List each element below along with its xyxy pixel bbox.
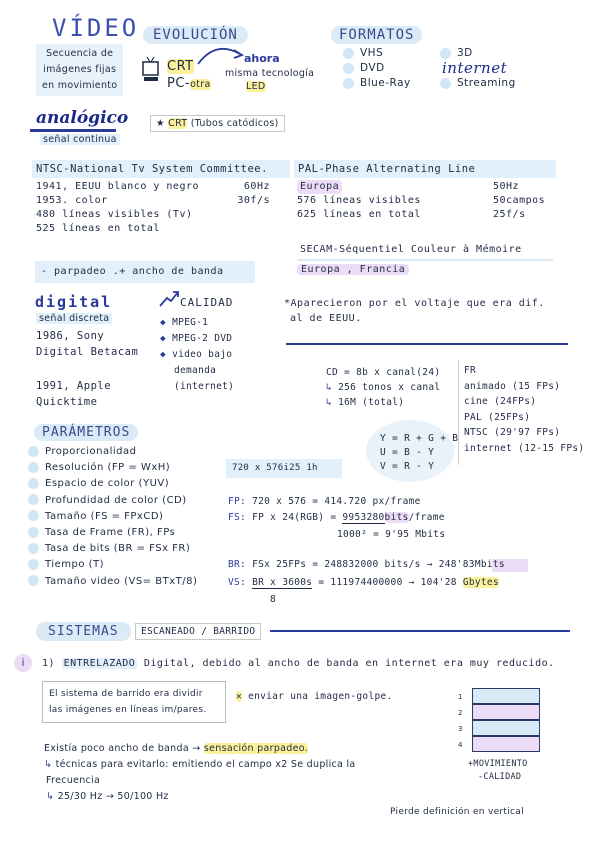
fs-formula (228, 511, 445, 524)
voltaje-line: *Aparecieron por el voltaje que era dif. (284, 298, 545, 309)
sistemas-divider (270, 630, 570, 632)
diamond-icon: ◆ (160, 317, 167, 328)
fs-division: 1000² = 9'95 Mbits (337, 529, 446, 540)
grid-row-even (472, 704, 540, 720)
barrido-line: las imágenes en líneas im/pares. (49, 705, 207, 715)
existia-text: Existía poco ancho de banda → (44, 743, 201, 754)
grid-notes (468, 758, 528, 784)
diamond-icon: ◆ (160, 349, 167, 360)
parametro-item: Resolución (FP = WxH) (28, 460, 197, 476)
trend-up-icon (158, 290, 180, 308)
formatos-title: FORMATOS (331, 26, 422, 44)
return-arrow-icon: ↳ (46, 791, 55, 802)
formatos-left-list (343, 46, 411, 91)
bullet-icon (28, 543, 39, 554)
voltaje-note (284, 296, 545, 326)
digital-line: Quicktime (36, 396, 98, 408)
digital-subtitle (36, 312, 112, 325)
parpadeo-note: - parpadeo .+ ancho de banda (35, 261, 255, 283)
sistemas-subtitle: ESCANEADO / BARRIDO (135, 623, 261, 640)
formato-dvd: DVD (343, 61, 411, 76)
cd-block (326, 365, 440, 410)
cd-line: ↳ 16M (total) (326, 397, 405, 408)
return-arrow-icon: ↳ (44, 759, 53, 770)
yuv-formulas (380, 432, 458, 474)
bullet-icon (28, 494, 39, 505)
frecuencia-line: Frecuencia (46, 775, 101, 786)
pal-header: PAL-Phase Alternating Line (294, 160, 556, 178)
analogico-title: analógico (36, 108, 129, 128)
video-title: VÍDEO (52, 14, 140, 42)
ntsc-row: 480 líneas visibles (Tv) (36, 209, 193, 220)
analogico-subtitle-highlight: señal continua (40, 134, 120, 145)
fp-text: 720 x 576 = 414.720 px/frame (252, 496, 421, 507)
led-highlight: LED (246, 81, 266, 92)
calidad-title: CALIDAD (180, 296, 234, 309)
grid-row-odd (472, 720, 540, 736)
digital-line: 1991, Apple (36, 380, 112, 392)
ntsc-header: NTSC-National Tv System Committee. (32, 160, 290, 178)
formato-3d: 3D (440, 46, 516, 61)
pal-rows (297, 180, 553, 222)
formatos-right-list (440, 46, 516, 91)
analogico-subtitle (40, 133, 120, 146)
parametro-item: Tiempo (T) (28, 557, 197, 573)
bullet-icon (343, 48, 354, 59)
calidad-item: ◆ MPEG-2 DVD (160, 333, 233, 344)
bullet-icon (28, 559, 39, 570)
entrelazado-label: ENTRELAZADO (63, 658, 136, 669)
tecnicas-text: técnicas para evitarlo: emitiendo el campo x2 Se duplica la (55, 759, 356, 770)
fr-title: FR (464, 365, 477, 376)
formato-streaming: Streaming (440, 76, 516, 91)
parametro-item: Proporcionalidad (28, 444, 197, 460)
calidad-item: ◆ MPEG-1 (160, 317, 209, 328)
pal-row: Europa 50Hz (297, 180, 553, 194)
return-arrow-icon: ↳ (326, 382, 333, 393)
star-icon: * (284, 298, 291, 309)
br-formula (228, 558, 505, 571)
fr-item: animado (15 FPs) (464, 380, 561, 392)
digital-line: 1986, Sony (36, 330, 105, 342)
hz-text: 25/30 Hz → 50/100 Hz (57, 791, 169, 802)
fr-item: cine (24FPs) (464, 396, 537, 407)
bullet-icon (28, 510, 39, 521)
br-text: FSx 25FPs = 248832000 bits/s → 248'83Mbits (252, 559, 505, 570)
crt-note-highlight: CRT (168, 118, 188, 129)
ahora-label: ahora (244, 52, 280, 65)
ntsc-row: 525 líneas en total (36, 223, 160, 234)
bullet-icon (28, 527, 39, 538)
vs-unit: Gbytes (462, 577, 499, 588)
tv-icon (141, 57, 161, 83)
fr-block (464, 363, 584, 456)
grid-label: 1 (458, 693, 463, 701)
entrelazado-line (42, 657, 555, 671)
pc-text: PC- (167, 76, 191, 91)
grid-label: 3 (458, 725, 463, 733)
digital-title: digital (35, 293, 113, 311)
fr-item: PAL (25FPs) (464, 411, 531, 423)
parametro-item: Tamaño video (VS= BTxT/8) (28, 574, 197, 590)
fr-item: NTSC (29'97 FPs) (464, 427, 561, 438)
crt-note-text: (Tubos catódicos) (190, 118, 279, 129)
existia-highlight: sensación parpadeo. (203, 743, 309, 754)
secam-regions-highlight: Europa , Francia (297, 264, 409, 275)
interlace-grid (458, 688, 558, 760)
grid-note: -CALIDAD (478, 772, 522, 782)
x-note-text: enviar una imagen-golpe. (248, 691, 393, 702)
bullet-icon (440, 48, 451, 59)
ntsc-row: 1941, EEUU blanco y negro 60Hz (36, 181, 270, 192)
bullet-icon (440, 78, 451, 89)
br-label: BR: (228, 559, 247, 570)
ntsc-rows (36, 180, 286, 236)
barrido-line: El sistema de barrido era dividir (49, 689, 203, 699)
vs-text: = 111974400000 → 104'28 (318, 577, 457, 588)
example-resolution: 720 x 576i25 1h (226, 459, 342, 478)
digital-subtitle-highlight: señal discreta (36, 313, 112, 324)
info-icon: i (14, 654, 32, 672)
bullet-icon (28, 575, 39, 586)
fs-suffix: /frame (408, 512, 445, 523)
calidad-item: demanda (174, 365, 217, 376)
fs-unit: bits (384, 512, 409, 523)
fp-formula (228, 495, 421, 508)
yuv-line: Y = R + G + B (380, 433, 459, 444)
video-description (36, 44, 123, 96)
fr-item: internet (12-15 FPs) (464, 442, 585, 454)
parametro-item: Profundidad de color (CD) (28, 493, 197, 509)
video-desc-line-3: en movimiento (42, 80, 118, 91)
bullet-icon (343, 63, 354, 74)
parametros-title: PARÁMETROS (34, 424, 138, 441)
x-note (236, 690, 393, 703)
secam-header: SECAM-Séquentiel Couleur à Mémoire (297, 241, 553, 261)
grid-row-even (472, 736, 540, 752)
sistemas-title: SISTEMAS (36, 622, 131, 641)
video-desc-line-1: Secuencia de (46, 48, 114, 59)
pal-row: 576 líneas visibles 50campos (297, 195, 546, 206)
formato-blueray: Blue-Ray (343, 76, 411, 91)
entrelazado-text: Digital, debido al ancho de banda en internet era muy reducido. (143, 658, 555, 669)
vs-numerator: BR x 3600s (252, 577, 313, 588)
parametro-item: Tasa de Frame (FR), FPs (28, 525, 197, 541)
cd-line: ↳ 256 tonos x canal (326, 382, 441, 393)
fs-text: FP x 24(RGB) = (252, 512, 337, 523)
bullet-icon (28, 462, 39, 473)
fs-label: FS: (228, 512, 247, 523)
vs-denominator: 8 (270, 594, 277, 605)
pc-label (167, 77, 211, 91)
fp-label: FP: (228, 496, 247, 507)
bullet-icon (28, 446, 39, 457)
fs-value: 9953280 (342, 512, 385, 523)
secam-regions (297, 263, 409, 277)
star-icon: ★ (156, 118, 165, 129)
video-desc-line-2: imágenes fijas (43, 64, 117, 75)
calidad-item: (internet) (174, 381, 235, 392)
pierde-note: Pierde definición en vertical (390, 807, 524, 817)
bullet-icon (343, 78, 354, 89)
parametro-item: Espacio de color (YUV) (28, 476, 197, 492)
x-mark-icon: ✕ (236, 691, 243, 702)
parametro-item: Tasa de bits (BR = FSx FR) (28, 541, 197, 557)
existia-line (44, 742, 308, 755)
barrido-box (42, 681, 226, 723)
grid-row-odd (472, 688, 540, 704)
tecnicas-line (44, 758, 356, 771)
led-label (246, 80, 266, 93)
yuv-line: U = B - Y (380, 447, 435, 458)
return-arrow-icon: ↳ (326, 397, 333, 408)
hz-line (46, 790, 169, 803)
cd-line: CD = 8b x canal(24) (326, 367, 441, 378)
otra-highlight: otra (190, 79, 211, 90)
grid-label: 2 (458, 709, 463, 717)
crt-label (167, 60, 194, 74)
voltaje-line: al de EEUU. (290, 313, 362, 324)
parametros-list (28, 444, 197, 590)
digital-sony (36, 328, 138, 360)
ntsc-row: 1953. color 30f/s (36, 195, 270, 206)
yuv-line: V = R - Y (380, 461, 435, 472)
grid-note: +MOVIMIENTO (468, 759, 528, 769)
formato-internet: internet (442, 59, 508, 77)
diamond-icon: ◆ (160, 333, 167, 344)
calidad-list (160, 315, 234, 395)
formato-vhs: VHS (343, 46, 411, 61)
evolucion-title: EVOLUCIÓN (143, 26, 248, 44)
digital-apple (36, 378, 111, 410)
divider-line (286, 343, 568, 345)
crt-note (150, 115, 285, 132)
calidad-item: ◆ video bajo (160, 349, 233, 360)
vs-formula (228, 576, 499, 589)
entrelazado-number: 1) (42, 658, 56, 669)
crt-highlight: CRT (167, 59, 194, 74)
grid-label: 4 (458, 741, 463, 749)
bullet-icon (28, 478, 39, 489)
pal-row: 625 líneas en total 25f/s (297, 209, 526, 220)
misma-tecnologia: misma tecnología (225, 68, 315, 79)
evolution-arrow (196, 42, 246, 68)
parametro-item: Tamaño (FS = FPxCD) (28, 509, 197, 525)
digital-line: Digital Betacam (36, 346, 139, 358)
analogico-underline (30, 129, 116, 132)
vs-label: VS: (228, 577, 247, 588)
